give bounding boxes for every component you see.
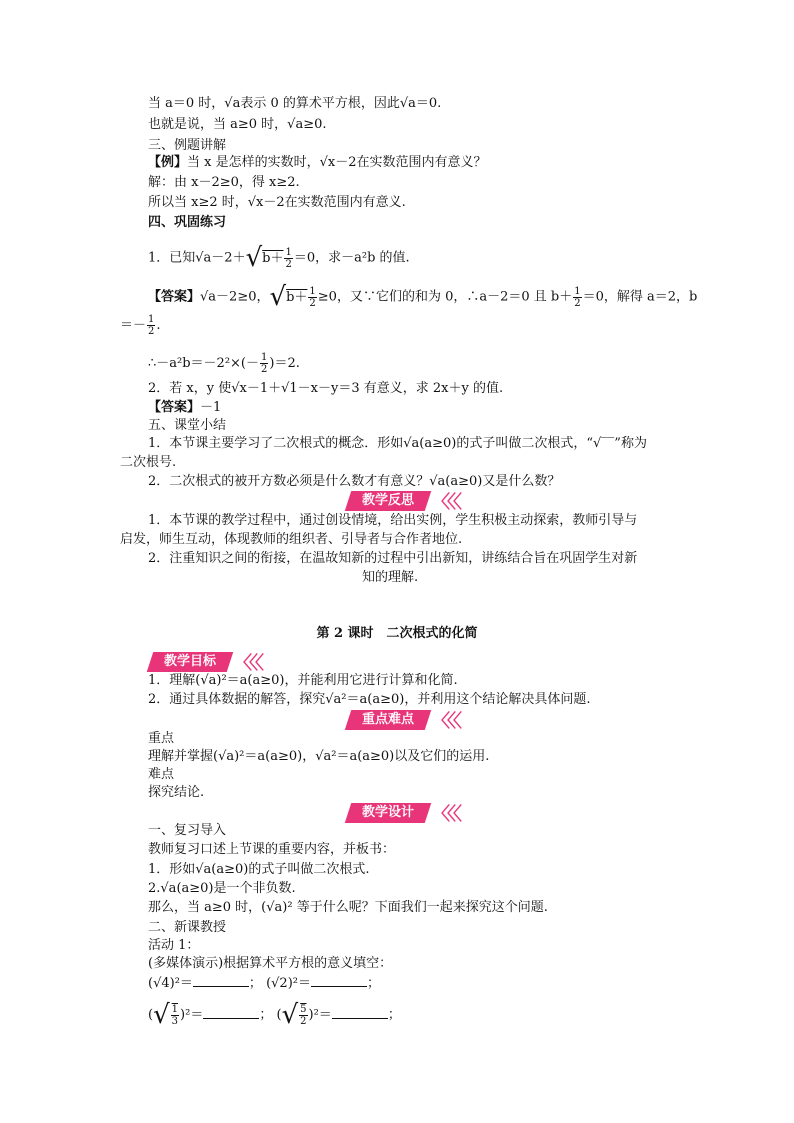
- text-line: 教师复习口述上节课的重要内容，并板书：: [148, 842, 396, 857]
- separator: ；: [248, 976, 262, 991]
- text-line: 也就是说，当 a≥0 时，√a≥0.: [148, 117, 327, 132]
- answer-blank[interactable]: [332, 1006, 388, 1019]
- text-line: 2．通过具体数据的解答，探究√a²＝a(a≥0)，并利用这个结论解决具体问题.: [148, 692, 591, 707]
- text-line: 探究结论.: [148, 785, 205, 800]
- text-line: 那么，当 a≥0 时，(√a)² 等于什么呢？下面我们一起来探究这个问题.: [148, 900, 548, 915]
- ans1-d: ＝0，解得 a＝2，b: [582, 289, 698, 305]
- text-line: 知的理解.: [362, 570, 419, 585]
- text-line: 当 a＝0 时，√a表示 0 的算术平方根，因此√a＝0.: [148, 96, 442, 111]
- fraction: $\frac{1}{2}$: [148, 314, 155, 337]
- answer-blank[interactable]: [193, 974, 249, 987]
- separator: ；: [259, 1007, 273, 1023]
- text-line: 二次根号.: [120, 455, 177, 470]
- answer-label: 【答案】: [148, 289, 201, 305]
- text-line: 2.√a(a≥0)是一个非负数.: [148, 881, 296, 896]
- fraction: $\frac{5}{2}$: [300, 1003, 307, 1027]
- section-heading: 四、巩固练习: [148, 215, 227, 230]
- ans1-c: ≥0，又∵它们的和为 0，∴a－2＝0 且 b＋: [317, 289, 573, 305]
- chevron-left-icon: 〈〈〈: [234, 653, 262, 674]
- answer-1-cont: ＝－ $\frac{1}{2}$ .: [120, 314, 161, 337]
- example-text: 当 x 是怎样的实数时，√x－2在实数范围内有意义？: [187, 155, 487, 170]
- fill-label: )²＝: [308, 1007, 332, 1023]
- example-label: 【例】: [148, 155, 188, 170]
- text-line: 重点: [148, 731, 175, 746]
- fill-label: )²＝: [180, 1007, 204, 1023]
- answer-1: [148, 284, 697, 310]
- fill-label: (√4)²＝: [148, 976, 193, 991]
- text-line: 2．二次根式的被开方数必须是什么数才有意义？√a(a≥0)又是什么数？: [148, 474, 561, 489]
- question-2: 2．若 x，y 使√x－1＋√1－x－y＝3 有意义，求 2x＋y 的值.: [148, 381, 504, 396]
- answer-value: －1: [200, 400, 222, 415]
- fill-label: (: [276, 1007, 282, 1023]
- section-heading: 五、课堂小结: [148, 418, 227, 433]
- fraction: $\frac{1}{2}$: [285, 246, 292, 270]
- ans1-e: ＝－: [120, 318, 147, 333]
- banner-teaching-goals: [150, 652, 261, 672]
- text-line: 2．注重知识之间的衔接，在温故知新的过程中引出新知，讲练结合旨在巩固学生对新: [148, 551, 638, 566]
- banner-label: 教学反思: [362, 493, 415, 508]
- text-line: 活动 1：: [148, 938, 200, 953]
- text-line: 1．本节课的教学过程中，通过创设情境，给出实例，学生积极主动探索，教师引导与: [148, 513, 638, 528]
- lesson-title: 第 2 课时 二次根式的化简: [316, 626, 478, 641]
- separator: ；: [387, 1007, 401, 1023]
- sqrt-icon: √: [281, 1000, 299, 1030]
- q1-post: ＝0，求－a²b 的值.: [293, 250, 410, 266]
- text-line: 理解并掌握(√a)²＝a(a≥0)，√a²＝a(a≥0)以及它们的运用.: [148, 749, 490, 764]
- text-line: 启发，师生互动，体现教师的组织者、引导者与合作者地位.: [120, 532, 463, 547]
- sqrt-icon: √: [153, 1000, 170, 1030]
- ans1-f: ∴－a²b＝－2²×(－: [148, 356, 260, 371]
- chevron-left-icon: 〈〈〈: [432, 804, 460, 825]
- banner-label: 重点难点: [362, 712, 415, 727]
- answer-label: 【答案】: [148, 400, 201, 415]
- chevron-left-icon: 〈〈〈: [432, 711, 460, 732]
- ans1-g: )＝2.: [269, 356, 300, 371]
- text-line: 所以当 x≥2 时，√x－2在实数范围内有意义.: [148, 195, 406, 210]
- fill-row-2: [148, 1002, 401, 1028]
- text-line: 1．本节课主要学习了二次根式的概念．形如√a(a≥0)的式子叫做二次根式，“√‾‾”称为: [148, 436, 647, 451]
- fill-label: (: [148, 1007, 154, 1023]
- sqrt-icon: √: [245, 243, 263, 273]
- section-heading: 二、新课教授: [148, 920, 227, 935]
- chevron-left-icon: 〈〈〈: [432, 492, 460, 513]
- question-1: [148, 245, 410, 271]
- fill-row-1: [148, 974, 380, 992]
- fraction: $\frac{1}{2}$: [574, 285, 581, 309]
- text-line: 解：由 x－2≥0，得 x≥2.: [148, 175, 300, 190]
- text-line: (多媒体演示)根据算术平方根的意义填空：: [148, 956, 393, 971]
- example-line: [148, 155, 487, 171]
- fraction: $\frac{1}{2}$: [309, 285, 316, 309]
- banner-key-points: [348, 710, 459, 730]
- ans1-a: √a－2≥0，: [200, 289, 270, 305]
- banner-teaching-reflection: [348, 491, 459, 511]
- fill-label: (√2)²＝: [266, 976, 311, 991]
- answer-2: [148, 400, 221, 416]
- banner-teaching-design: [348, 803, 459, 823]
- q1-pre: 1．已知√a－2＋: [148, 250, 246, 266]
- section-heading: 三、例题讲解: [148, 138, 227, 153]
- text-line: 1．理解(√a)²＝a(a≥0)，并能利用它进行计算和化简.: [148, 673, 458, 688]
- answer-blank[interactable]: [311, 974, 367, 987]
- separator: ；: [367, 976, 381, 991]
- q1-radicand: b＋ $\frac{1}{2}$: [262, 246, 292, 270]
- fraction: $\frac{1}{3}$: [171, 1003, 179, 1027]
- fraction: $\frac{1}{2}$: [261, 352, 268, 375]
- banner-label: 教学设计: [362, 805, 415, 820]
- banner-label: 教学目标: [164, 654, 217, 669]
- answer-blank[interactable]: [203, 1006, 259, 1019]
- ans1-radicand: b＋ $\frac{1}{2}$: [286, 285, 316, 309]
- sqrt-icon: √: [269, 282, 287, 312]
- section-heading: 一、复习导入: [148, 823, 227, 838]
- text-line: 1．形如√a(a≥0)的式子叫做二次根式.: [148, 862, 370, 877]
- text-line: 难点: [148, 767, 175, 782]
- answer-1-result: [148, 352, 300, 375]
